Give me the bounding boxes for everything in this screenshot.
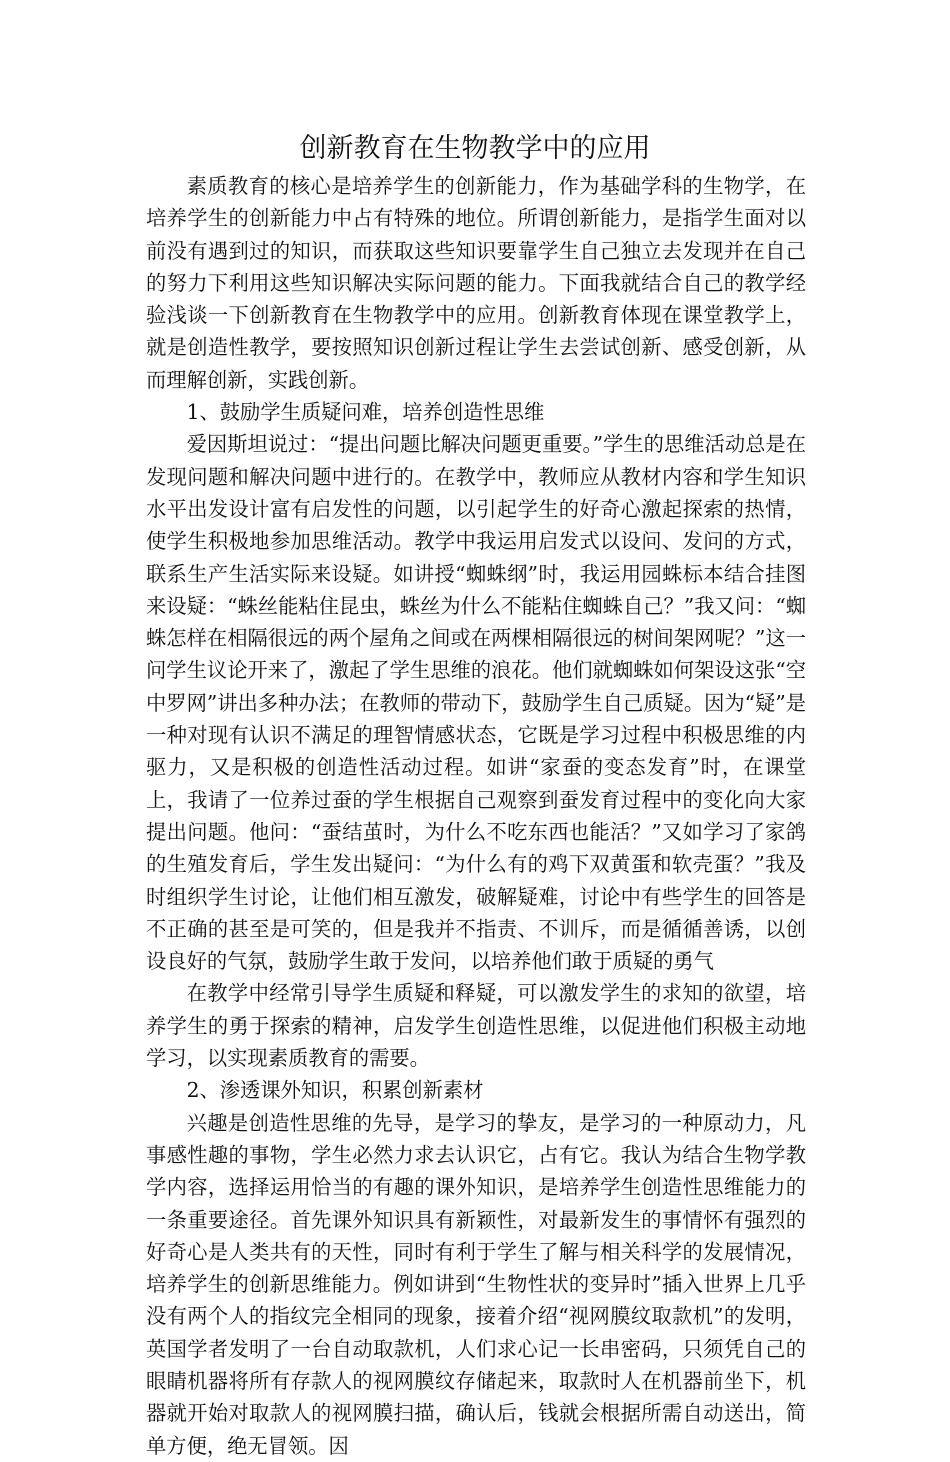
document-title: 创新教育在生物教学中的应用 <box>299 133 651 164</box>
paragraph-intro: 素质教育的核心是培养学生的创新能力，作为基础学科的生物学，在培养学生的创新能力中占有特殊的地位。所谓创新能力，是指学生面对以前没有遇到过的知识，而获取这些知识要靠学生自己独立去发现并在自己的努力下利用这些知识解决实际问题的能力。下面我就结合自己的教学经验浅谈一下创新教育在生物教学中的应用。创新教育体现在课堂教学上，就是创造性教学，要按照知识创新过程让学生去尝试创新、感受创新，从而理解创新，实践创新。 <box>146 174 806 392</box>
section-heading-1: 1、鼓励学生质疑问难，培养创造性思维 <box>186 400 545 425</box>
document-body <box>146 170 806 1462</box>
paragraph-section-1-main: 爱因斯坦说过：“提出问题比解决问题更重要。”学生的思维活动总是在发现问题和解决问题中进行的。在教学中，教师应从教材内容和学生知识水平出发设计富有启发性的问题，以引起学生的好奇心激起探索的热情，使学生积极地参加思维活动。教学中我运用启发式以设问、发问的方式，联系生产生活实际来设疑。如讲授“蜘蛛纲”时，我运用园蛛标本结合挂图来设疑：“蛛丝能粘住昆虫，蛛丝为什么不能粘住蜘蛛自己？”我又问：“蜘蛛怎样在相隔很远的两个屋角之间或在两棵相隔很远的树间架网呢？”这一问学生议论开来了，激起了学生思维的浪花。他们就蜘蛛如何架设这张“空中罗网”讲出多种办法；在教师的带动下，鼓励学生自己质疑。因为“疑”是一种对现有认识不满足的理智情感状态，它既是学习过程中积极思维的内驱力，又是积极的创造性活动过程。如讲“家蚕的变态发育”时，在课堂上，我请了一位养过蚕的学生根据自己观察到蚕发育过程中的变化向大家提出问题。他问：“蚕结茧时，为什么不吃东西也能活？”又如学习了家鸽的生殖发育后，学生发出疑问：“为什么有的鸡下双黄蛋和软壳蛋？”我及时组织学生讨论，让他们相互激发，破解疑难，讨论中有些学生的回答是不正确的甚至是可笑的，但是我并不指责、不训斥，而是循循善诱，以创设良好的气氛，鼓励学生敢于发问，以培养他们敢于质疑的勇气 <box>146 432 806 974</box>
paragraph-section-1-summary: 在教学中经常引导学生质疑和释疑，可以激发学生的求知的欲望，培养学生的勇于探索的精神，启发学生创造性思维，以促进他们积极主动地学习，以实现素质教育的需要。 <box>146 981 806 1071</box>
section-heading-2: 2、渗透课外知识，积累创新素材 <box>186 1078 484 1103</box>
paragraph-section-2-main: 兴趣是创造性思维的先导，是学习的挚友，是学习的一种原动力，凡事感性趣的事物，学生必然力求去认识它，占有它。我认为结合生物学教学内容，选择运用恰当的有趣的课外知识，是培养学生创造性思维能力的一条重要途径。首先课外知识具有新颖性，对最新发生的事情怀有强烈的好奇心是人类共有的天性，同时有利于学生了解与相关科学的发展情况，培养学生的创新思维能力。例如讲到“生物性状的变异时”插入世界上几乎没有两个人的指纹完全相同的现象，接着介绍“视网膜纹取款机”的发明，英国学者发明了一台自动取款机，人们求心记一长串密码，只须凭自己的眼睛机器将所有存款人的视网膜纹存储起来，取款时人在机器前坐下，机器就开始对取款人的视网膜扫描，确认后，钱就会根据所需自动送出，简单方便，绝无冒领。因 <box>146 1110 806 1458</box>
